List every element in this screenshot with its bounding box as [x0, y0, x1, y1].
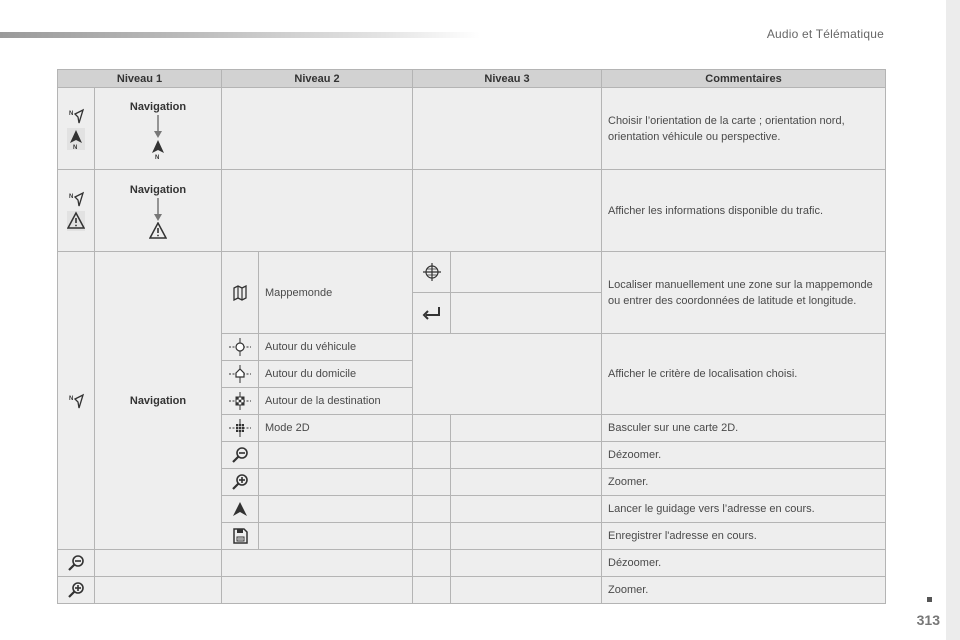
autour-domicile-label: Autour du domicile [259, 361, 413, 388]
table-row [58, 88, 886, 170]
row4-icon [58, 550, 95, 577]
row4-empty-b [451, 550, 602, 577]
return-empty-cell [451, 293, 602, 334]
table-row [58, 577, 886, 604]
row4-level2 [222, 550, 413, 577]
column-header-commentaires: Commentaires [602, 70, 886, 88]
autour-destination-label: Autour de la destination [259, 388, 413, 415]
north-arrow-icon [151, 139, 165, 159]
zoom-empty-b [413, 469, 451, 496]
zoom-in-icon [230, 473, 250, 491]
dezoom-empty-c [451, 442, 602, 469]
autour-destination-icon-cell [222, 388, 259, 415]
crosshair-icon [422, 262, 442, 282]
mode2d-empty-b [451, 415, 602, 442]
svg-text:N: N [69, 193, 74, 200]
row5-level2 [222, 577, 413, 604]
guidage-comment: Lancer le guidage vers l’adresse en cours. [602, 496, 886, 523]
level1-label: Navigation [129, 183, 187, 196]
section-title: Audio et Télématique [766, 27, 884, 41]
row5-icon [58, 577, 95, 604]
arrow-down-icon [153, 113, 163, 139]
row2-icons [58, 170, 95, 252]
crosshair-empty-cell [451, 252, 602, 293]
world-map-icon [232, 285, 248, 301]
north-arrow-icon [67, 128, 85, 150]
row2-level1 [95, 170, 222, 252]
arrow-down-icon [153, 196, 163, 222]
guidage-empty-a [259, 496, 413, 523]
svg-text:N: N [73, 144, 78, 150]
row1-level1 [95, 88, 222, 170]
zoom-icon-cell [222, 469, 259, 496]
autour-level3-cell [413, 334, 602, 415]
zoom-in-icon [66, 581, 86, 599]
dezoom-icon-cell [222, 442, 259, 469]
row3-icon [58, 252, 95, 550]
row2-comment: Afficher les informations disponible du trafic. [602, 170, 886, 252]
table-header-row [58, 70, 886, 88]
row5-empty-b [451, 577, 602, 604]
mappemonde-icon-cell [222, 252, 259, 334]
dezoom-empty-b [413, 442, 451, 469]
around-destination-icon [229, 392, 251, 410]
row1-comment: Choisir l’orientation de la carte ; orientation nord, orientation véhicule ou perspective. [602, 88, 886, 170]
row5-level1 [95, 577, 222, 604]
guidance-arrow-icon [232, 501, 248, 517]
autour-vehicule-icon-cell [222, 334, 259, 361]
return-icon-cell [413, 293, 451, 334]
zoom-empty-c [451, 469, 602, 496]
page-edge-strip [946, 0, 960, 640]
row1-level3 [413, 88, 602, 170]
mode2d-empty-a [413, 415, 451, 442]
table-row [58, 170, 886, 252]
zoom-empty-a [259, 469, 413, 496]
guidage-icon-cell [222, 496, 259, 523]
save-icon [232, 528, 248, 544]
enreg-empty-a [259, 523, 413, 550]
column-header-niveau1: Niveau 1 [58, 70, 222, 88]
column-header-niveau2: Niveau 2 [222, 70, 413, 88]
page-number: 313 [916, 612, 940, 628]
table-row [58, 252, 886, 293]
around-home-icon [229, 365, 251, 383]
row2-level3 [413, 170, 602, 252]
map-orientation-icon [68, 393, 84, 409]
row2-level2 [222, 170, 413, 252]
page-marker [927, 597, 932, 602]
autour-vehicule-label: Autour du véhicule [259, 334, 413, 361]
around-vehicle-icon [229, 338, 251, 356]
enreg-comment: Enregistrer l'adresse en cours. [602, 523, 886, 550]
map-orientation-icon [68, 191, 84, 207]
menu-table [57, 69, 886, 604]
mappemonde-label: Mappemonde [259, 252, 413, 334]
row1-icons [58, 88, 95, 170]
map-orientation-icon [68, 108, 84, 124]
return-arrow-icon [422, 305, 442, 321]
warning-triangle-icon [149, 222, 167, 240]
enreg-icon-cell [222, 523, 259, 550]
zoom-comment: Zoomer. [602, 469, 886, 496]
mode2d-label: Mode 2D [259, 415, 413, 442]
enreg-empty-c [451, 523, 602, 550]
guidage-empty-c [451, 496, 602, 523]
zoom-out-icon [230, 446, 250, 464]
row4-level1 [95, 550, 222, 577]
mode2d-comment: Basculer sur une carte 2D. [602, 415, 886, 442]
mappemonde-comment: Localiser manuellement une zone sur la mappemonde ou entrer des coordonnées de latitude et longitude. [602, 252, 886, 334]
row4-comment: Dézoomer. [602, 550, 886, 577]
row4-empty-a [413, 550, 451, 577]
svg-text:N: N [155, 154, 160, 159]
svg-text:N: N [69, 395, 74, 402]
table-row [58, 550, 886, 577]
map-grid-icon [229, 419, 251, 437]
guidage-empty-b [413, 496, 451, 523]
dezoom-empty-a [259, 442, 413, 469]
autour-domicile-icon-cell [222, 361, 259, 388]
row5-comment: Zoomer. [602, 577, 886, 604]
svg-text:N: N [69, 110, 74, 117]
column-header-niveau3: Niveau 3 [413, 70, 602, 88]
header-gradient-bar [0, 32, 480, 38]
row1-level2 [222, 88, 413, 170]
level1-label: Navigation [129, 100, 187, 113]
row3-level1 [95, 252, 222, 550]
row5-empty-a [413, 577, 451, 604]
dezoom-comment: Dézoomer. [602, 442, 886, 469]
enreg-empty-b [413, 523, 451, 550]
warning-triangle-icon [67, 211, 85, 231]
autour-comment: Afficher le critère de localisation choisi. [602, 334, 886, 415]
level1-label: Navigation [129, 394, 187, 407]
mode2d-icon-cell [222, 415, 259, 442]
crosshair-icon-cell [413, 252, 451, 293]
zoom-out-icon [66, 554, 86, 572]
